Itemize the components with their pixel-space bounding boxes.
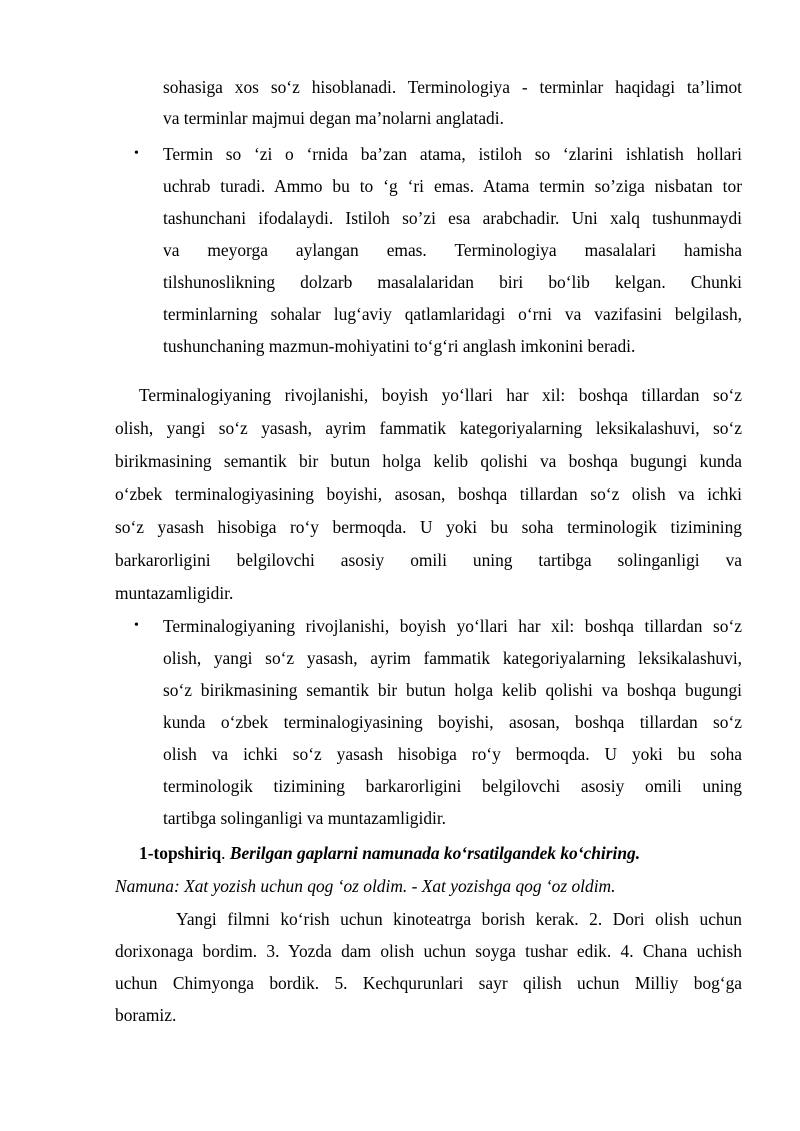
paragraph-1-line: birikmasining semantik bir butun holga kelib qolishi va boshqa bugungi kunda (115, 451, 742, 471)
paragraph-1-line: o‘zbek terminalogiyasining boyishi, asosan, boshqa tillardan so‘z olish va ichki (115, 484, 742, 504)
paragraph-1-line: olish, yangi so‘z yasash, ayrim fammatik kategoriyalarning leksikalashuvi, so‘z (115, 418, 742, 438)
bullet-1-line: tashunchani ifodalaydi. Istiloh so’zi esa arabchadir. Uni xalq tushunmaydi (163, 208, 742, 228)
exercise-line: uchun Chimyonga bordik. 5. Kechqurunlari sayr qilish uchun Milliy bog‘ga (115, 973, 742, 993)
bullet-2-line: tartibga solinganligi va muntazamligidir. (163, 808, 447, 828)
exercise-line: boramiz. (115, 1005, 177, 1025)
bullet-1-line: Termin so ‘zi o ‘rnida ba’zan atama, istiloh so ‘zlarini ishlatish hollari (163, 144, 742, 164)
bullet-1-line: tilshunoslikning dolzarb masalalaridan biri bo‘lib kelgan. Chunki (163, 272, 742, 292)
task-heading (139, 843, 640, 863)
bullet-2-line: so‘z birikmasining semantik bir butun holga kelib qolishi va boshqa bugungi (163, 680, 742, 700)
bullet-2-line: olish, yangi so‘z yasash, ayrim fammatik kategoriyalarning leksikalashuvi, (163, 648, 742, 668)
exercise-line: dorixonaga bordim. 3. Yozda dam olish uchun soyga tushar edik. 4. Chana uchish (115, 941, 742, 961)
bullet-1-line: va meyorga aylangan emas. Terminologiya masalalari hamisha (163, 240, 742, 260)
bullet-1-line: uchrab turadi. Ammo bu to ‘g ‘ri emas. Atama termin so’ziga nisbatan tor (163, 176, 742, 196)
list-continuation-line: va terminlar majmui degan ma’nolarni anglatadi. (163, 108, 504, 128)
paragraph-1-line: so‘z yasash hisobiga ro‘y bermoqda. U yoki bu soha terminologik tizimining (115, 517, 742, 537)
bullet-2-line: terminologik tizimining barkarorligini belgilovchi asosiy omili uning (163, 776, 742, 796)
paragraph-1-line: muntazamligidir. (115, 583, 234, 603)
bullet-1-line: terminlarning sohalar lug‘aviy qatlamlaridagi o‘rni va vazifasini belgilash, (163, 304, 742, 324)
task-instruction: Berilgan gaplarni namunada ko‘rsatilgandek ko‘chiring. (229, 843, 641, 863)
task-label: 1-topshiriq (139, 843, 222, 863)
bullet-marker: • (134, 618, 139, 633)
bullet-2-line: olish va ichki so‘z yasash hisobiga ro‘y bermoqda. U yoki bu soha (163, 744, 742, 764)
bullet-marker: • (134, 146, 139, 161)
bullet-1-line: tushunchaning mazmun-mohiyatini to‘g‘ri anglash imkonini beradi. (163, 336, 636, 356)
bullet-2-line: kunda o‘zbek terminalogiyasining boyishi, asosan, boshqa tillardan so‘z (163, 712, 742, 732)
paragraph-1-line: Terminalogiyaning rivojlanishi, boyish yo‘llari har xil: boshqa tillardan so‘z (139, 385, 742, 405)
paragraph-1-line: barkarorligini belgilovchi asosiy omili uning tartibga solinganligi va (115, 550, 742, 570)
task-separator: . (221, 843, 230, 863)
example-line: Namuna: Xat yozish uchun qog ‘oz oldim. - Xat yozishga qog ‘oz oldim. (115, 876, 616, 896)
bullet-2-line: Terminalogiyaning rivojlanishi, boyish yo‘llari har xil: boshqa tillardan so‘z (163, 616, 742, 636)
list-continuation-line: sohasiga xos so‘z hisoblanadi. Terminologiya - terminlar haqidagi ta’limot (163, 77, 742, 97)
exercise-line: Yangi filmni ko‘rish uchun kinoteatrga borish kerak. 2. Dori olish uchun (176, 909, 742, 929)
